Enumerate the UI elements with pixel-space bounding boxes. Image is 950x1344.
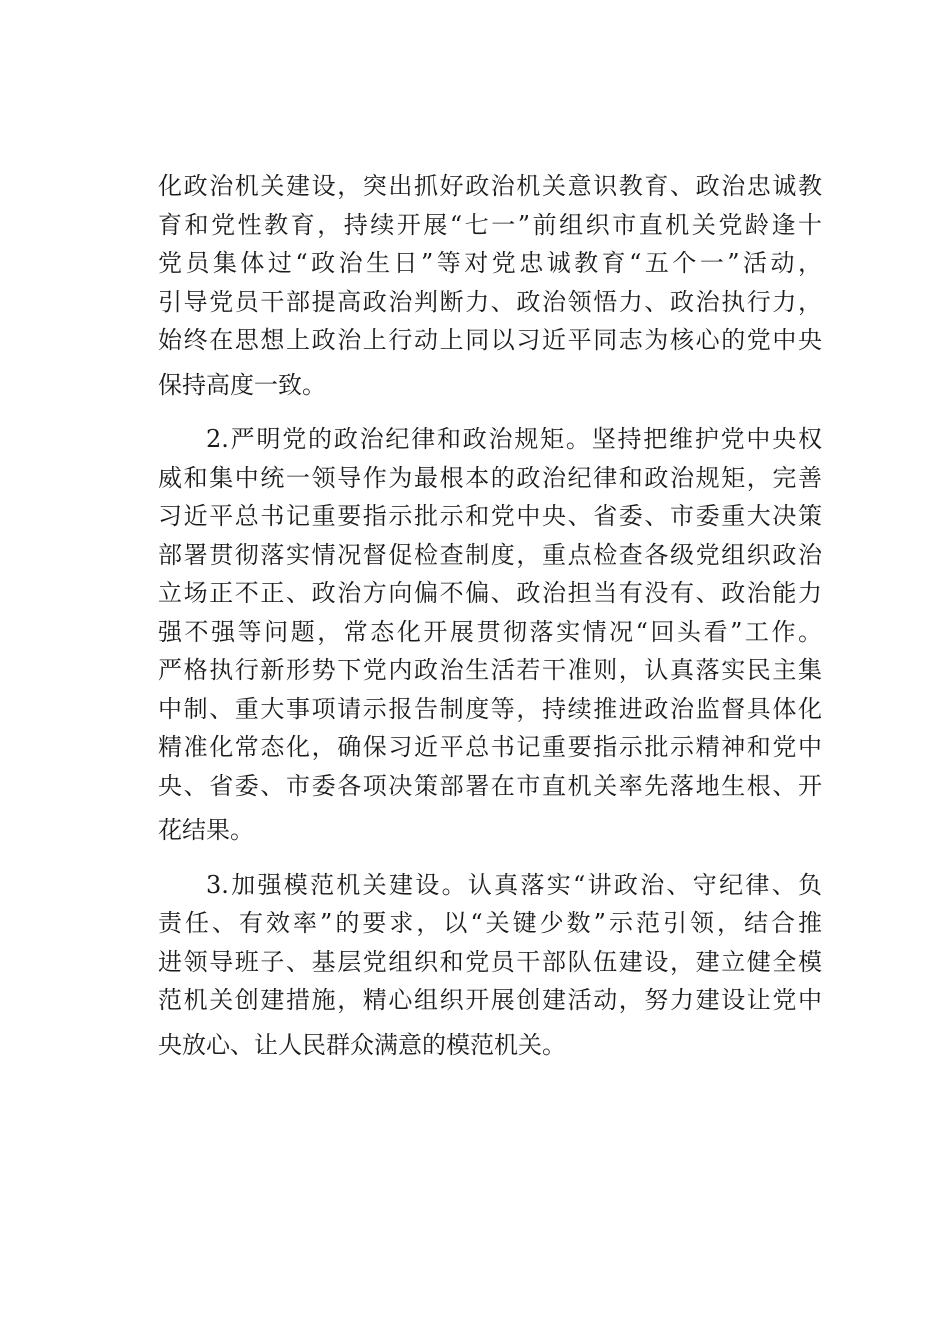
text-line: 花结果。 [158, 816, 254, 844]
text-line: 部署贯彻落实情况督促检查制度，重点检查各级党组织政治 [158, 540, 822, 569]
text-line: 3.加强模范机关建设。认真落实“讲政治、守纪律、负 [206, 870, 822, 899]
text-line: 中制、重大事项请示报告制度等，持续推进政治监督具体化 [158, 694, 822, 723]
text-line: 严格执行新形势下党内政治生活若干准则，认真落实民主集 [158, 656, 822, 684]
document-body [158, 167, 822, 1080]
text-line: 范机关创建措施，精心组织开展创建活动，努力建设让党中 [158, 986, 822, 1014]
text-line: 立场正不正、政治方向偏不偏、政治担当有没有、政治能力 [158, 579, 822, 607]
text-line: 习近平总书记重要指示批示和党中央、省委、市委重大决策 [158, 502, 822, 530]
text-line: 威和集中统一领导作为最根本的政治纪律和政治规矩，完善 [158, 463, 822, 492]
text-line: 党员集体过“政治生日”等对党忠诚教育“五个一”活动， [158, 249, 822, 277]
text-line: 精准化常态化，确保习近平总书记重要指示批示精神和党中 [158, 733, 822, 761]
paragraph-1 [158, 167, 822, 404]
text-line: 化政治机关建设，突出抓好政治机关意识教育、政治忠诚教 [158, 172, 822, 200]
text-line: 央放心、让人民群众满意的模范机关。 [158, 1030, 566, 1059]
text-line: 始终在思想上政治上行动上同以习近平同志为核心的党中央 [158, 326, 822, 354]
paragraph-2 [158, 420, 822, 850]
text-line: 强不强等问题，常态化开展贯彻落实情况“回头看”工作。 [158, 617, 822, 646]
text-line: 央、省委、市委各项决策部署在市直机关率先落地生根、开 [158, 771, 822, 800]
paragraph-3 [158, 866, 822, 1065]
text-line: 责任、有效率”的要求，以“关键少数”示范引领，结合推 [158, 909, 822, 937]
text-line: 育和党性教育，持续开展“七一”前组织市直机关党龄逢十 [158, 210, 822, 239]
text-line: 2.严明党的政治纪律和政治规矩。坚持把维护党中央权 [206, 425, 822, 453]
text-line: 保持高度一致。 [158, 370, 326, 399]
text-line: 引导党员干部提高政治判断力、政治领悟力、政治执行力， [158, 287, 822, 316]
text-line: 进领导班子、基层党组织和党员干部队伍建设，建立健全模 [158, 947, 822, 976]
